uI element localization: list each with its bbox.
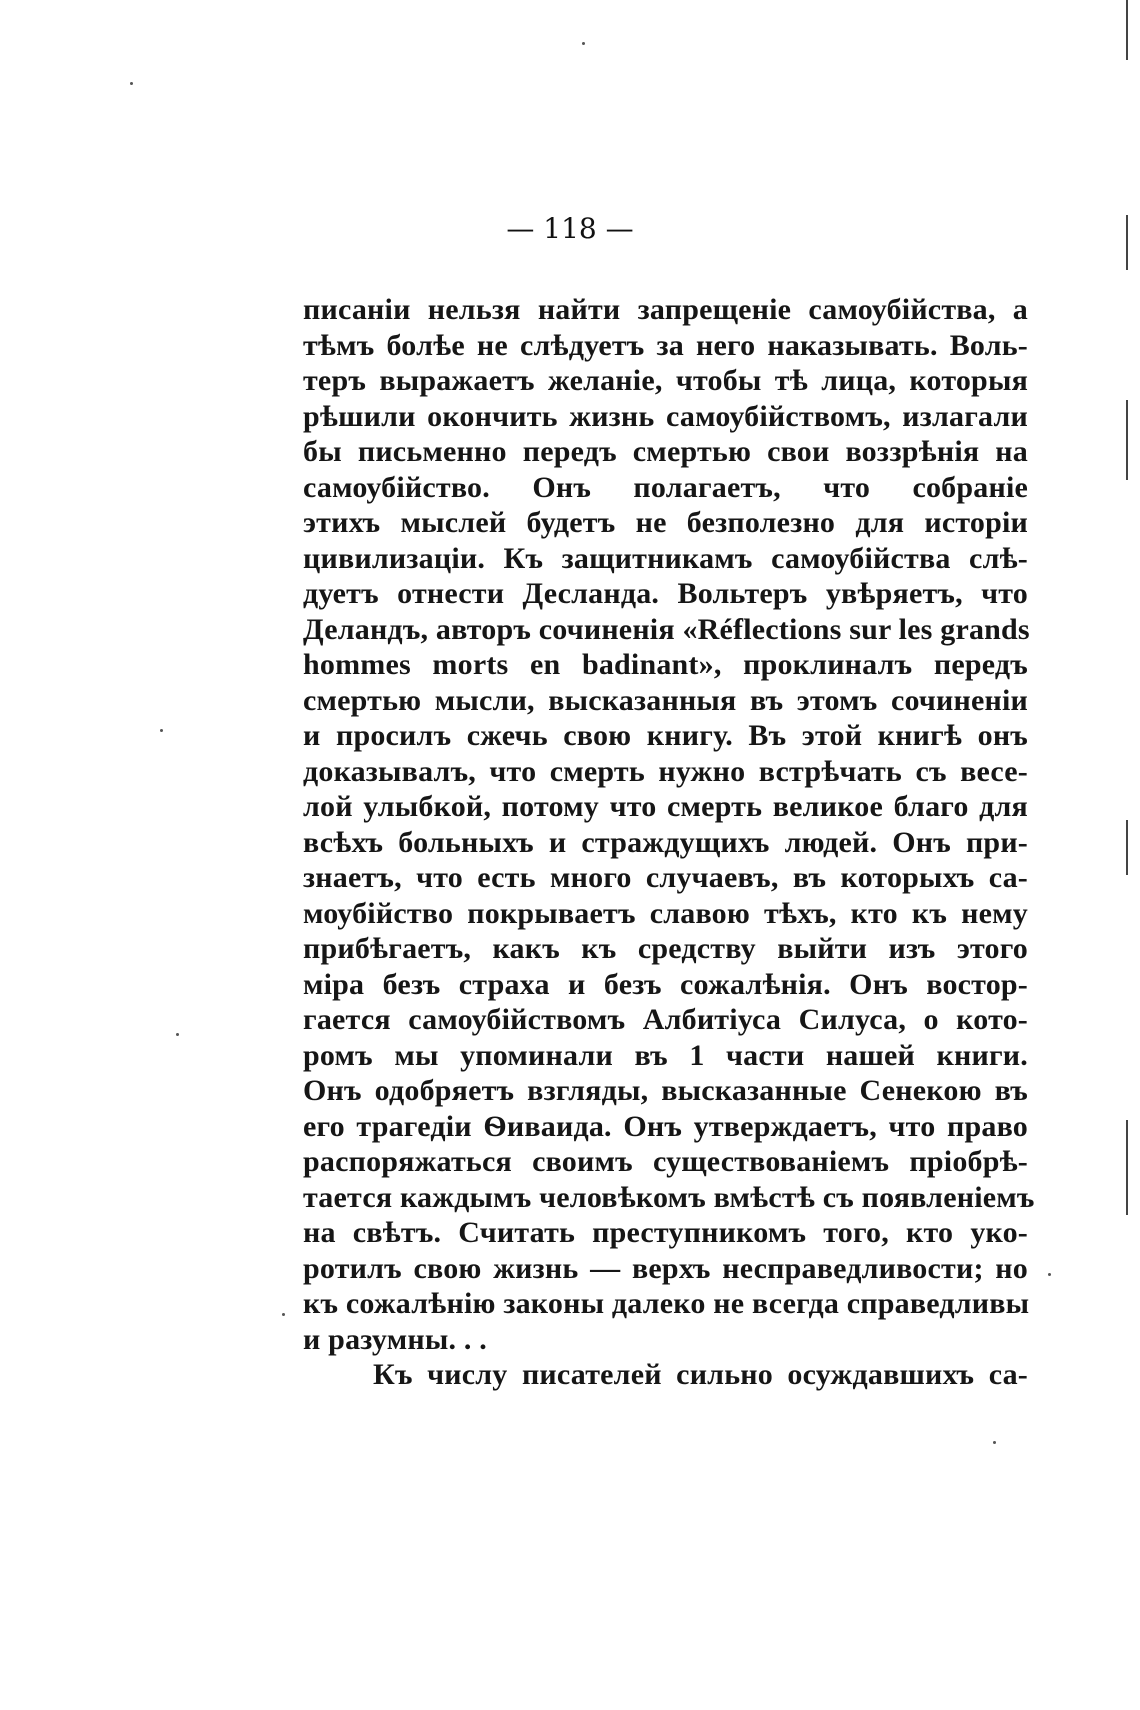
text-line: рѣшили окончить жизнь самоубійствомъ, излагали: [303, 399, 1028, 433]
text-line: и разумны. . .: [303, 1322, 487, 1356]
text-line: теръ выражаетъ желаніе, чтобы тѣ лица, которыя: [303, 364, 1028, 397]
text-line: ротилъ свою жизнь — верхъ несправедливости; но: [303, 1251, 1028, 1285]
text-line: цивилизаціи. Къ защитникамъ самоубійства слѣ-: [303, 541, 1028, 575]
text-line: hommes morts en badinant», проклиналъ передъ: [303, 648, 1028, 681]
text-line: ромъ мы упоминали въ 1 части нашей книги.: [303, 1038, 1028, 1072]
scan-speck: [1048, 1273, 1051, 1276]
scan-speck: [130, 82, 133, 85]
scan-edge-mark: [1126, 820, 1128, 875]
text-line: къ сожалѣнію законы далеко не всегда справедливы: [303, 1287, 1030, 1320]
text-line: дуетъ отнести Десланда. Вольтеръ увѣряетъ, что: [303, 577, 1028, 610]
page-number: — 118 —: [506, 212, 634, 245]
body-text: [303, 292, 1035, 1393]
scan-edge-mark: [1126, 1120, 1128, 1215]
scan-edge-mark: [1126, 400, 1128, 480]
scan-edge-mark: [1126, 215, 1128, 270]
text-line: на свѣтъ. Считать преступникомъ того, кто уко-: [303, 1216, 1028, 1249]
text-line: тается каждымъ человѣкомъ вмѣстѣ съ появленіемъ: [303, 1180, 1035, 1214]
text-line: распоряжаться своимъ существованіемъ пріобрѣ-: [303, 1145, 1028, 1178]
text-line: Онъ одобряетъ взгляды, высказанные Сенекою въ: [303, 1074, 1028, 1107]
scan-speck: [176, 1033, 179, 1036]
scan-speck: [160, 729, 163, 732]
scan-speck: [993, 1441, 996, 1444]
text-line: тѣмъ болѣе не слѣдуетъ за него наказывать. Воль-: [303, 328, 1028, 362]
text-line: доказывалъ, что смерть нужно встрѣчать съ весе-: [303, 754, 1028, 788]
text-line: бы письменно передъ смертью свои воззрѣнія на: [303, 435, 1028, 468]
scan-speck: [282, 1313, 285, 1316]
text-line: міра безъ страха и безъ сожалѣнія. Онъ востор-: [303, 967, 1028, 1001]
text-line: моубійство покрываетъ славою тѣхъ, кто къ нему: [303, 896, 1028, 930]
scan-speck: [582, 42, 585, 45]
text-line: его трагедіи Ѳиваида. Онъ утверждаетъ, что право: [303, 1109, 1028, 1143]
text-line: прибѣгаетъ, какъ къ средству выйти изъ этого: [303, 932, 1028, 965]
text-line: гается самоубійствомъ Албитіуса Силуса, о кото-: [303, 1003, 1028, 1036]
text-line: самоубійство. Онъ полагаетъ, что собраніе: [303, 470, 1028, 504]
text-line: Къ числу писателей сильно осуждавшихъ са-: [373, 1358, 1028, 1391]
text-line: писаніи нельзя найти запрещеніе самоубійства, а: [303, 293, 1028, 326]
text-line: лой улыбкой, потому что смерть великое благо для: [303, 790, 1028, 823]
scan-edge-mark: [1126, 0, 1128, 60]
text-line: всѣхъ больныхъ и страждущихъ людей. Онъ при-: [303, 825, 1028, 859]
text-line: Деландъ, авторъ сочиненія «Réflections sur les grands: [303, 612, 1030, 646]
text-line: этихъ мыслей будетъ не безполезно для исторіи: [303, 506, 1028, 539]
text-line: и просилъ сжечь свою книгу. Въ этой книгѣ онъ: [303, 719, 1028, 752]
text-line: смертью мысли, высказанныя въ этомъ сочиненіи: [303, 683, 1028, 717]
text-line: знаетъ, что есть много случаевъ, въ которыхъ са-: [303, 861, 1028, 894]
